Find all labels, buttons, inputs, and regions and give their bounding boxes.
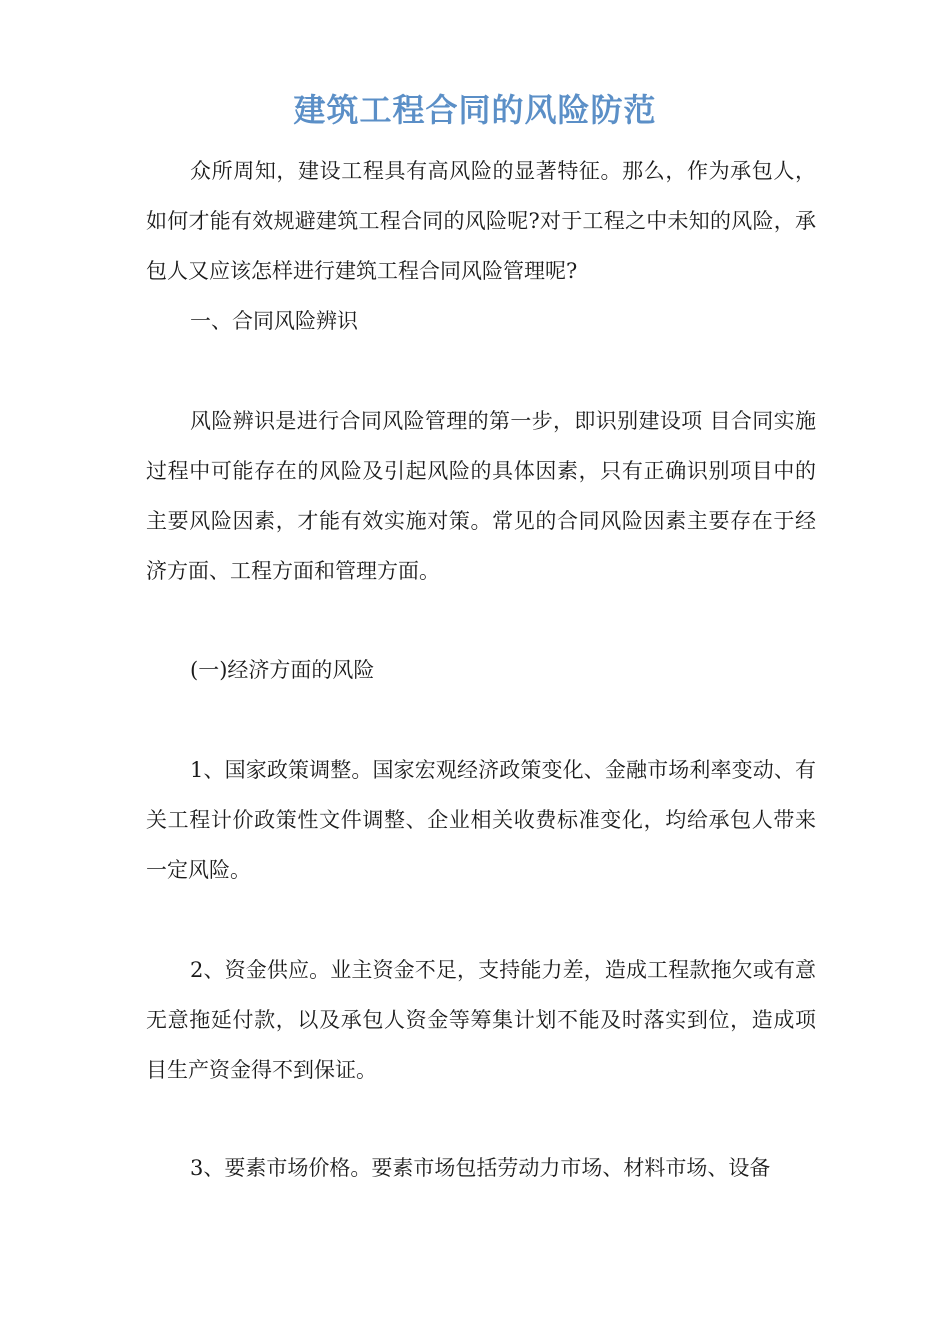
item-market-price: 3、要素市场价格。要素市场包括劳动力市场、材料市场、设备: [190, 1156, 771, 1180]
item-policy-adjustment: 1、国家政策调整。国家宏观经济政策变化、金融市场利率变动、有关工程计价政策性文件调整、企业相关收费标准变化，均给承包人带来一定风险。: [146, 758, 816, 882]
document-title: 建筑工程合同的风险防范: [293, 91, 657, 129]
intro-paragraph: 众所周知，建设工程具有高风险的显著特征。那么，作为承包人，如何才能有效规避建筑工程合同的风险呢?对于工程之中未知的风险，承包人又应该怎样进行建筑工程合同风险管理呢?: [146, 159, 816, 283]
section-heading-risk-identification: 一、合同风险辨识: [190, 309, 358, 333]
subsection-heading-economic-risk: (一)经济方面的风险: [190, 658, 375, 682]
item-fund-supply: 2、资金供应。业主资金不足，支持能力差，造成工程款拖欠或有意无意拖延付款，以及承包人资金等筹集计划不能及时落实到位，造成项目生产资金得不到保证。: [146, 958, 816, 1082]
risk-identification-paragraph: 风险辨识是进行合同风险管理的第一步，即识别建设项 目合同实施过程中可能存在的风险及引起风险的具体因素，只有正确识别项目中的主要风险因素，才能有效实施对策。常见的合同风险因素主要存在于经济方面、工程方面和管理方面。: [146, 409, 816, 583]
